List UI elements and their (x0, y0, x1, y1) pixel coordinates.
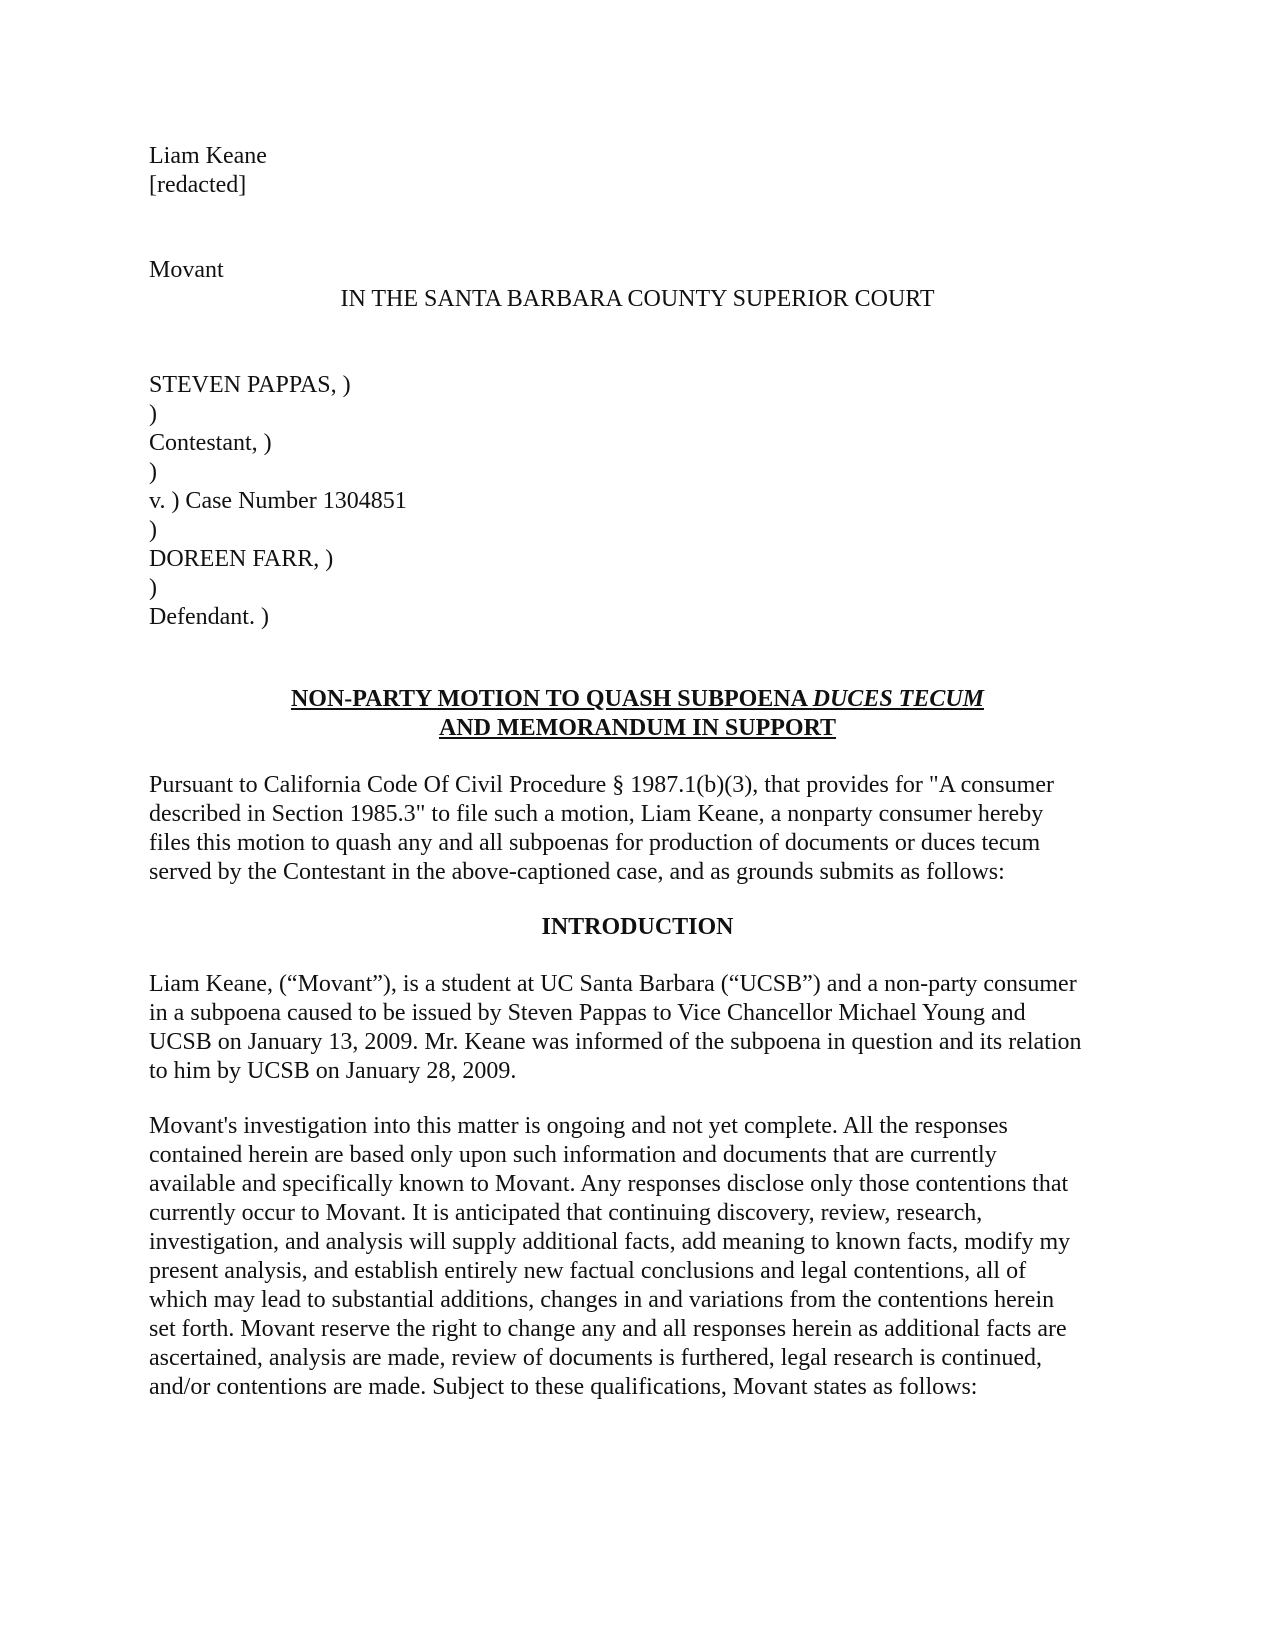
paragraph-line: currently occur to Movant. It is anticipated that continuing discovery, review, research, (149, 1200, 983, 1226)
movant-address: [redacted] (149, 172, 247, 198)
court-name: IN THE SANTA BARBARA COUNTY SUPERIOR COURT (340, 286, 935, 312)
case-caption (149, 371, 407, 632)
paragraph-line: Liam Keane, (“Movant”), is a student at UC Santa Barbara (“UCSB”) and a non-party consumer (149, 971, 1077, 997)
section-heading: INTRODUCTION (541, 914, 734, 940)
paragraph-line: which may lead to substantial additions, changes in and variations from the contentions herein (149, 1287, 1055, 1313)
paragraph-line: present analysis, and establish entirely new factual conclusions and legal contentions, all of (149, 1258, 1027, 1284)
motion-title-italic: DUCES TECUM (812, 686, 985, 712)
movant-role: Movant (149, 257, 224, 283)
caption-line: ) (149, 575, 157, 601)
paragraph-line: available and specifically known to Movant. Any responses disclose only those contentions that (149, 1171, 1069, 1197)
caption-line: ) (149, 401, 157, 427)
paragraph-line: files this motion to quash any and all subpoenas for production of documents or duces tecum (149, 830, 1041, 856)
paragraph-line: set forth. Movant reserve the right to change any and all responses herein as additional facts are (149, 1316, 1067, 1342)
paragraph-line: investigation, and analysis will supply additional facts, add meaning to known facts, modify my (149, 1229, 1071, 1255)
paragraph-line: served by the Contestant in the above-captioned case, and as grounds submits as follows: (149, 859, 1005, 885)
motion-title-prefix: NON-PARTY MOTION TO QUASH SUBPOENA (290, 686, 813, 712)
paragraph-1 (149, 970, 1129, 1086)
paragraph-line: described in Section 1985.3" to file such a motion, Liam Keane, a nonparty consumer hereby (149, 801, 1044, 827)
paragraph-line: Movant's investigation into this matter is ongoing and not yet complete. All the responses (149, 1113, 1008, 1139)
paragraph-line: ascertained, analysis are made, review of documents is furthered, legal research is continued, (149, 1345, 1042, 1371)
motion-title-line-1 (0, 685, 1275, 714)
paragraph-line: to him by UCSB on January 28, 2009. (149, 1058, 517, 1084)
paragraph-line: contained herein are based only upon such information and documents that are currently (149, 1142, 997, 1168)
paragraph-line: UCSB on January 13, 2009. Mr. Keane was informed of the subpoena in question and its relation (149, 1029, 1082, 1055)
movant-name: Liam Keane (149, 143, 267, 169)
caption-line: ) (149, 459, 157, 485)
motion-title-line-2: AND MEMORANDUM IN SUPPORT (438, 715, 837, 741)
caption-case-number: v. ) Case Number 1304851 (149, 488, 407, 514)
caption-line: Contestant, ) (149, 430, 272, 456)
movant-header (149, 142, 267, 200)
caption-line: ) (149, 517, 157, 543)
caption-line: DOREEN FARR, ) (149, 546, 334, 572)
paragraph-2 (149, 1112, 1129, 1402)
paragraph-line: in a subpoena caused to be issued by Steven Pappas to Vice Chancellor Michael Young and (149, 1000, 1026, 1026)
intro-paragraph (149, 771, 1129, 887)
caption-line: STEVEN PAPPAS, ) (149, 372, 351, 398)
paragraph-line: Pursuant to California Code Of Civil Procedure § 1987.1(b)(3), that provides for "A consumer (149, 772, 1054, 798)
caption-line: Defendant. ) (149, 604, 269, 630)
paragraph-line: and/or contentions are made. Subject to these qualifications, Movant states as follows: (149, 1374, 978, 1400)
